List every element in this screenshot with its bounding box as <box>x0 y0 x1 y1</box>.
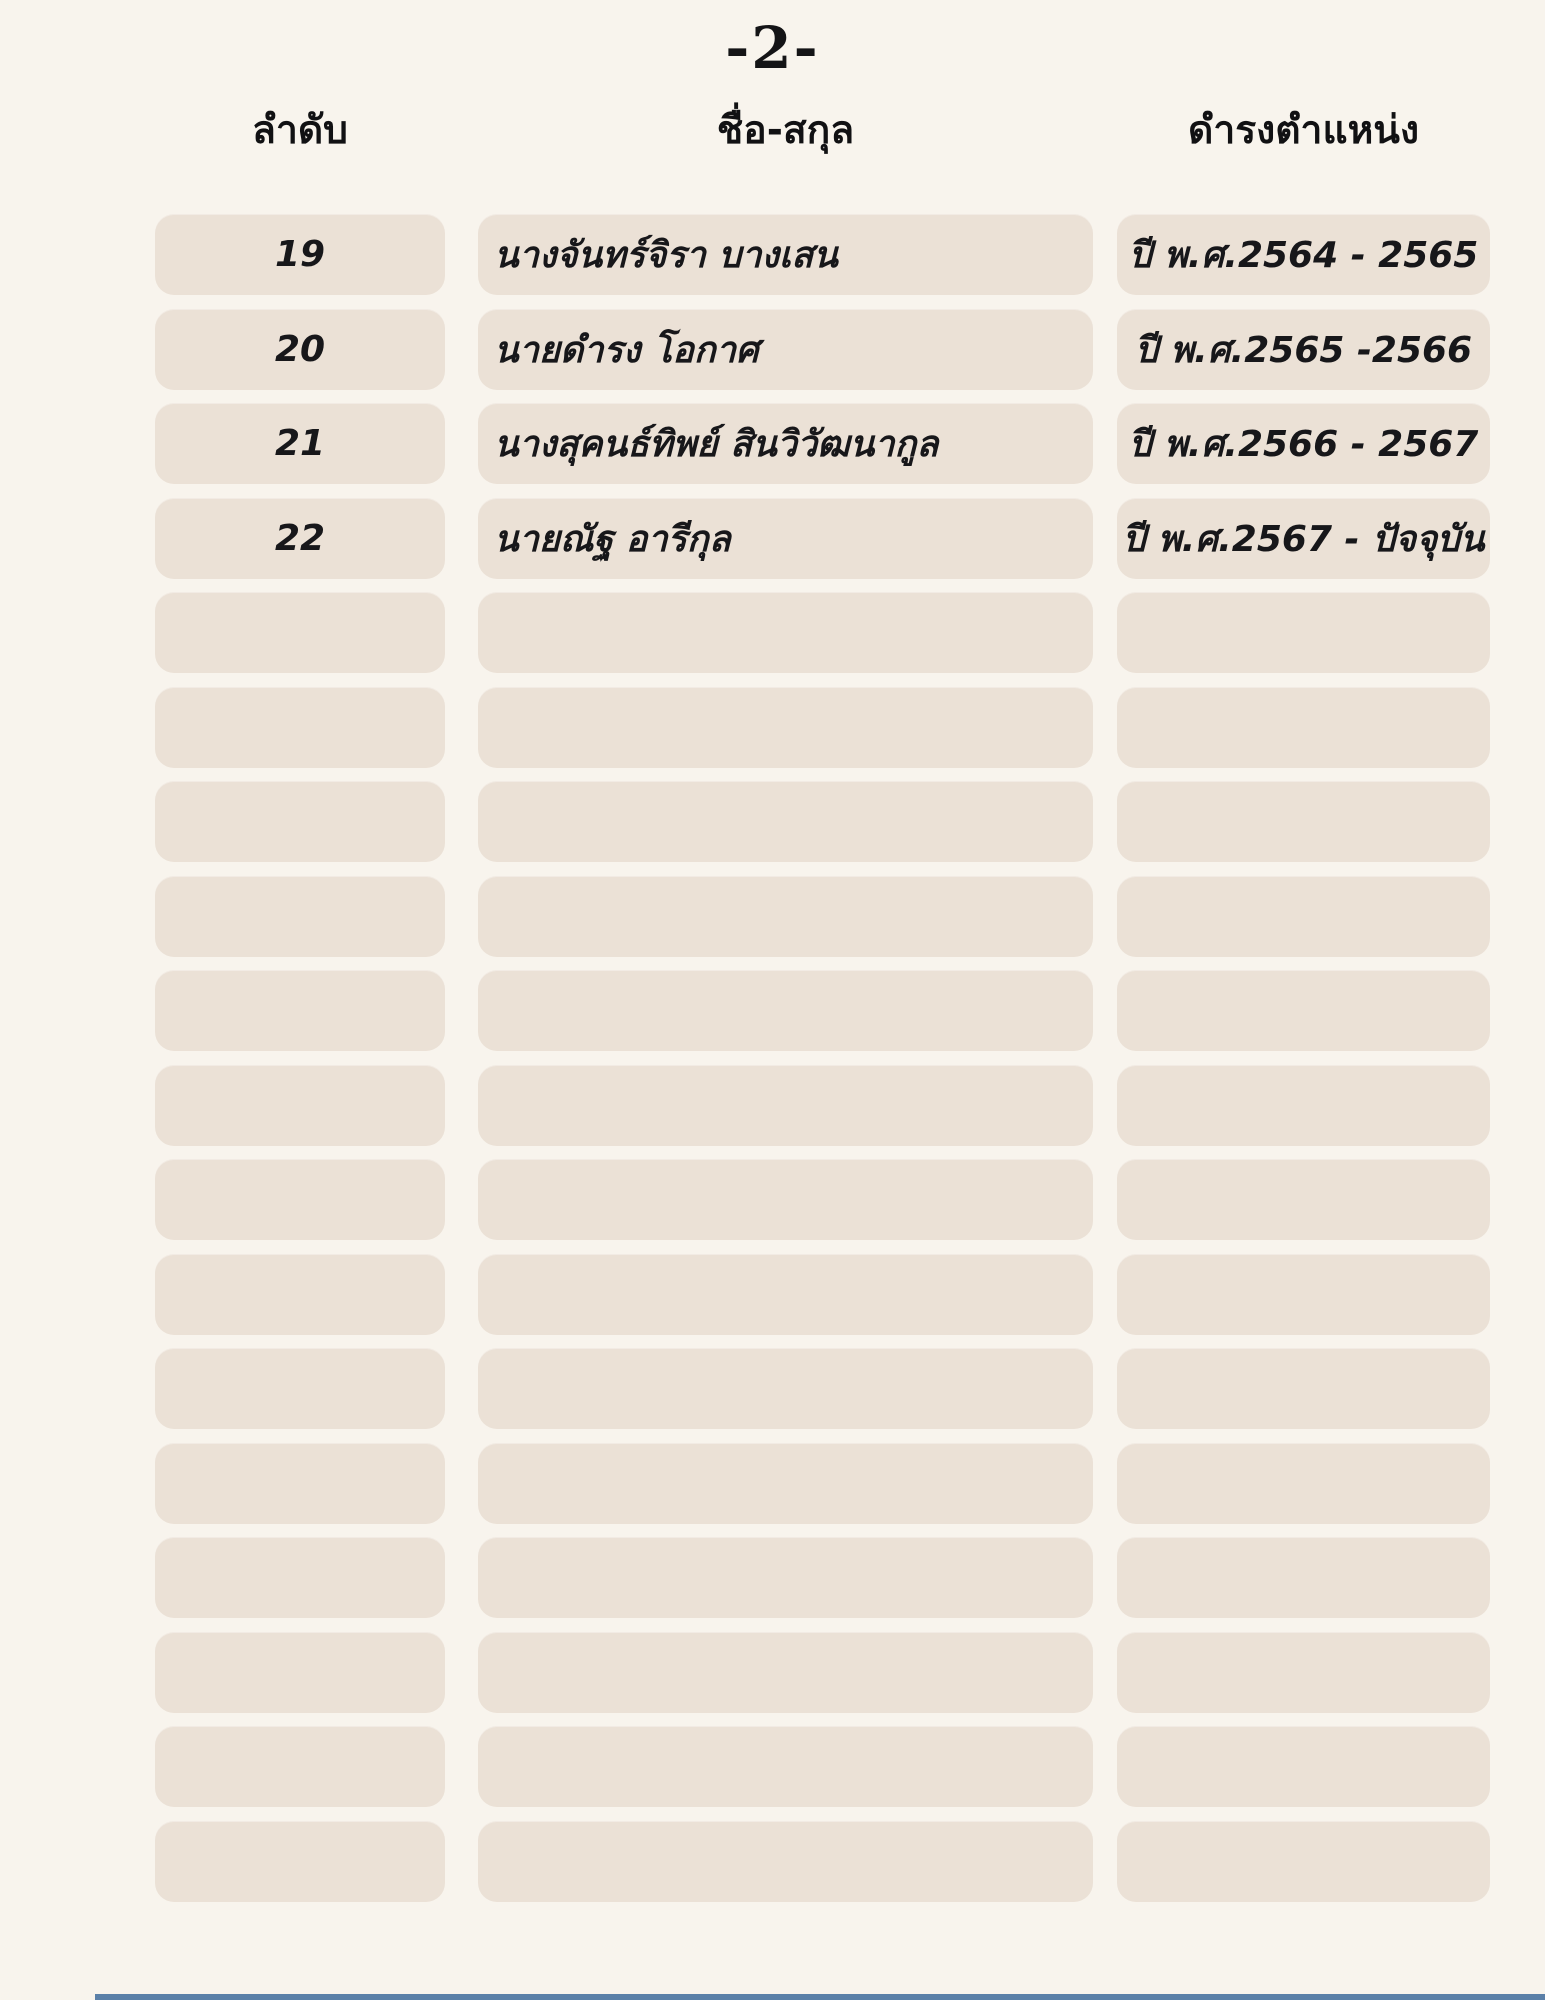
tenure-cell <box>1117 1726 1490 1807</box>
order-cell <box>155 687 445 768</box>
order-cell <box>155 1348 445 1429</box>
order-cell <box>155 1821 445 1902</box>
order-cell <box>155 876 445 957</box>
name-cell <box>478 1348 1093 1429</box>
order-cell <box>155 1159 445 1240</box>
name-cell-text: นายดำรง โอกาศ <box>494 329 759 371</box>
order-cell <box>155 214 445 295</box>
order-cell <box>155 592 445 673</box>
name-cell <box>478 309 1093 390</box>
name-cell <box>478 403 1093 484</box>
tenure-cell <box>1117 1443 1490 1524</box>
page-number: -2- <box>725 14 820 82</box>
name-cell-text: นายณัฐ อารีกุล <box>494 518 731 560</box>
name-cell <box>478 1065 1093 1146</box>
table-row <box>155 214 1490 295</box>
tenure-cell-text: ปี พ.ศ.2567 - ปัจจุบัน <box>1122 518 1485 560</box>
order-cell <box>155 498 445 579</box>
tenure-cell <box>1117 687 1490 768</box>
name-cell <box>478 214 1093 295</box>
tenure-cell-text: ปี พ.ศ.2566 - 2567 <box>1128 424 1479 465</box>
tenure-cell <box>1117 1821 1490 1902</box>
name-cell <box>478 687 1093 768</box>
tenure-cell <box>1117 970 1490 1051</box>
order-cell <box>155 1065 445 1146</box>
order-cell-text: 21 <box>274 423 326 464</box>
name-cell <box>478 1537 1093 1618</box>
order-cell <box>155 1443 445 1524</box>
column-header-order: ลำดับ <box>252 108 348 153</box>
table-row-empty <box>155 1254 1490 1335</box>
tenure-cell-text: ปี พ.ศ.2565 -2566 <box>1134 329 1473 371</box>
table-row-empty <box>155 1821 1490 1902</box>
tenure-cell <box>1117 1632 1490 1713</box>
tenure-cell <box>1117 876 1490 957</box>
table-row-empty <box>155 1726 1490 1807</box>
name-cell <box>478 1726 1093 1807</box>
name-cell <box>478 1632 1093 1713</box>
name-cell <box>478 781 1093 862</box>
order-cell <box>155 403 445 484</box>
column-header-tenure: ดำรงตำแหน่ง <box>1188 108 1419 153</box>
tenure-cell <box>1117 498 1490 579</box>
table-row-empty <box>155 1065 1490 1146</box>
tenure-cell <box>1117 309 1490 390</box>
tenure-cell <box>1117 403 1490 484</box>
bottom-accent-bar <box>95 1994 1545 2000</box>
order-cell <box>155 1726 445 1807</box>
table-row <box>155 403 1490 484</box>
table-row-empty <box>155 876 1490 957</box>
column-header-name: ชื่อ-สกุล <box>716 108 855 153</box>
table-row-empty <box>155 1159 1490 1240</box>
order-cell <box>155 970 445 1051</box>
tenure-cell-text: ปี พ.ศ.2564 - 2565 <box>1128 235 1479 276</box>
tenure-cell <box>1117 214 1490 295</box>
tenure-cell <box>1117 1537 1490 1618</box>
order-cell <box>155 781 445 862</box>
name-cell <box>478 592 1093 673</box>
tenure-cell <box>1117 1254 1490 1335</box>
name-cell <box>478 1254 1093 1335</box>
table-row-empty <box>155 1348 1490 1429</box>
order-cell <box>155 1254 445 1335</box>
order-cell-text: 20 <box>274 328 326 370</box>
name-cell <box>478 498 1093 579</box>
order-cell <box>155 309 445 390</box>
name-cell <box>478 1821 1093 1902</box>
order-cell <box>155 1632 445 1713</box>
order-cell-text: 22 <box>274 517 326 559</box>
name-cell-text: นางจันทร์จิรา บางเสน <box>494 235 838 276</box>
table-row-empty <box>155 1632 1490 1713</box>
name-cell <box>478 1159 1093 1240</box>
table-row-empty <box>155 781 1490 862</box>
officials-table <box>155 214 1490 1915</box>
name-cell <box>478 970 1093 1051</box>
table-header-row <box>155 100 1490 160</box>
tenure-cell <box>1117 1159 1490 1240</box>
name-cell <box>478 876 1093 957</box>
table-row <box>155 498 1490 579</box>
name-cell <box>478 1443 1093 1524</box>
table-row <box>155 309 1490 390</box>
name-cell-text: นางสุคนธ์ทิพย์ สินวิวัฒนากูล <box>494 424 939 465</box>
tenure-cell <box>1117 781 1490 862</box>
table-row-empty <box>155 592 1490 673</box>
tenure-cell <box>1117 592 1490 673</box>
order-cell <box>155 1537 445 1618</box>
table-row-empty <box>155 970 1490 1051</box>
order-cell-text: 19 <box>274 234 326 275</box>
table-row-empty <box>155 687 1490 768</box>
tenure-cell <box>1117 1065 1490 1146</box>
table-row-empty <box>155 1443 1490 1524</box>
tenure-cell <box>1117 1348 1490 1429</box>
table-row-empty <box>155 1537 1490 1618</box>
